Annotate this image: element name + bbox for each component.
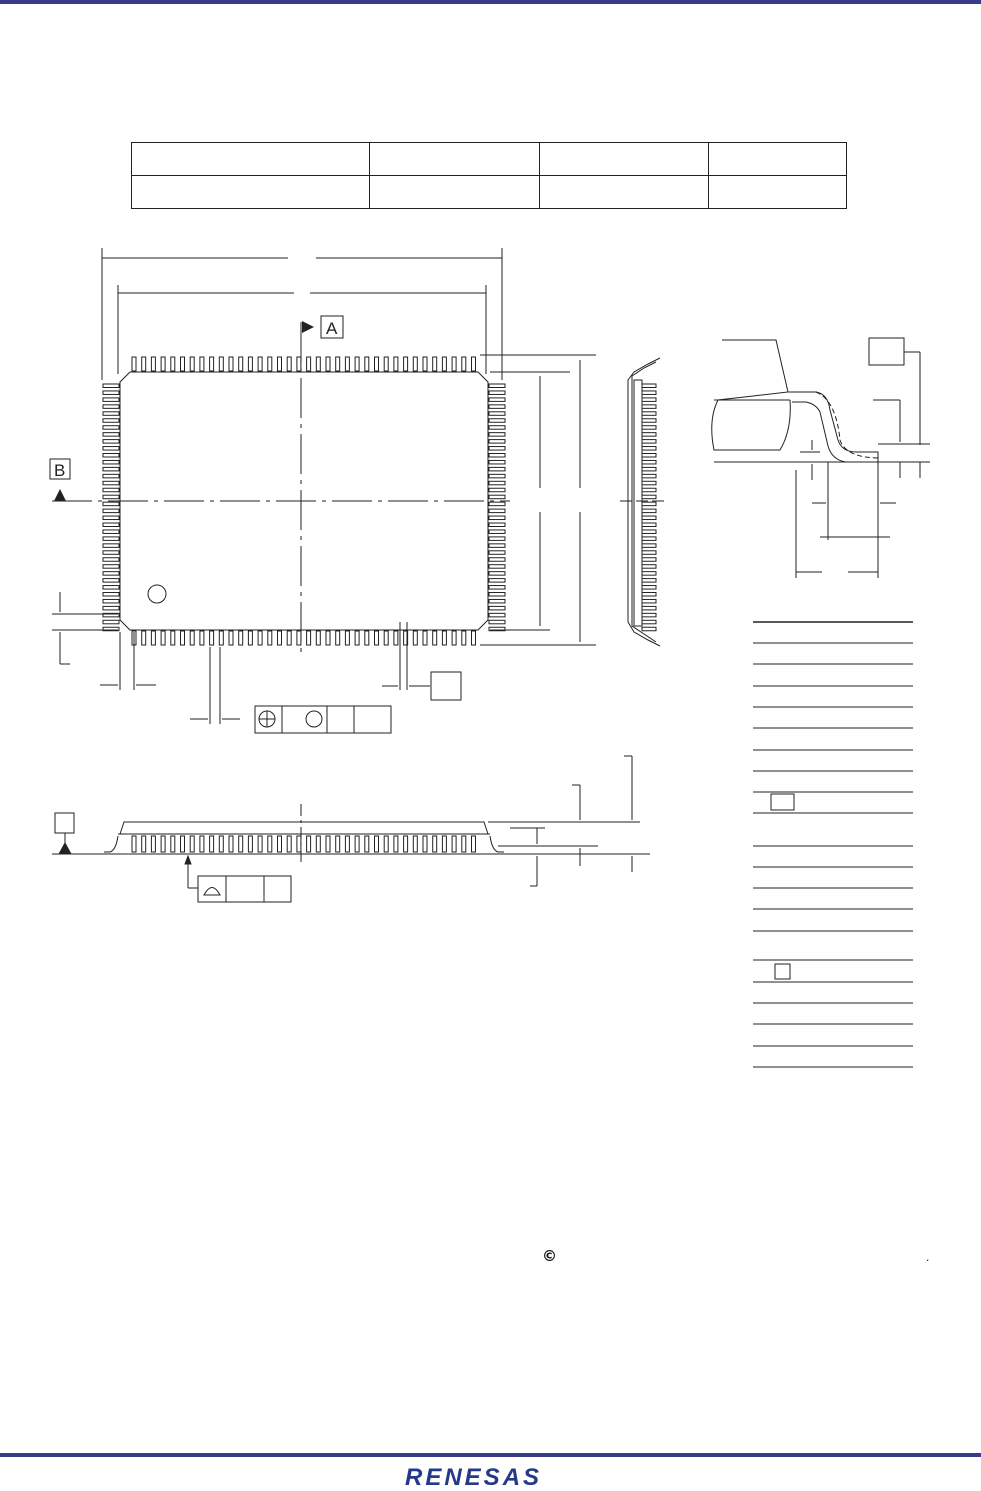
pin	[489, 558, 505, 562]
pin	[103, 551, 119, 555]
pin	[642, 516, 656, 520]
pin	[489, 613, 505, 617]
renesas-logo	[403, 1463, 577, 1489]
pin	[394, 631, 398, 645]
pin	[489, 474, 505, 478]
pin	[103, 391, 119, 395]
pin	[489, 523, 505, 527]
pin	[190, 631, 194, 645]
trailing-period: .	[926, 1250, 930, 1264]
pin	[489, 488, 505, 492]
pin	[423, 357, 427, 371]
pin	[404, 836, 408, 852]
pin	[642, 613, 656, 617]
pin	[642, 593, 656, 597]
pin	[489, 579, 505, 583]
coplanarity-frame	[198, 876, 291, 902]
datum-b-marker	[50, 459, 70, 501]
pin	[472, 836, 476, 852]
pin	[219, 836, 223, 852]
pin	[433, 836, 437, 852]
pin	[181, 357, 185, 371]
pin	[433, 631, 437, 645]
pin	[489, 467, 505, 471]
pin	[462, 357, 466, 371]
pin	[103, 495, 119, 499]
pin	[297, 357, 301, 371]
pin	[442, 836, 446, 852]
pin	[103, 606, 119, 610]
pin	[132, 357, 136, 371]
pin	[103, 412, 119, 416]
pin	[307, 631, 311, 645]
pin	[326, 357, 330, 371]
pin	[200, 357, 204, 371]
pin	[287, 631, 291, 645]
pin	[161, 836, 165, 852]
pin	[103, 481, 119, 485]
pin	[200, 836, 204, 852]
pin	[442, 357, 446, 371]
pin	[171, 631, 175, 645]
pin	[210, 836, 214, 852]
datum-box-row	[775, 964, 790, 979]
pin	[239, 357, 243, 371]
pin	[489, 502, 505, 506]
pin	[103, 502, 119, 506]
pin	[642, 579, 656, 583]
pin	[210, 357, 214, 371]
pin	[200, 631, 204, 645]
pin	[462, 631, 466, 645]
pin	[642, 495, 656, 499]
pin	[103, 467, 119, 471]
pin	[384, 836, 388, 852]
pin	[190, 836, 194, 852]
pin	[384, 631, 388, 645]
pin	[103, 565, 119, 569]
pin	[394, 357, 398, 371]
pin	[375, 836, 379, 852]
pin	[103, 454, 119, 458]
pin	[404, 357, 408, 371]
pin	[642, 627, 656, 631]
pin	[316, 836, 320, 852]
pin	[248, 357, 252, 371]
pin	[103, 530, 119, 534]
pin	[268, 836, 272, 852]
pin	[642, 440, 656, 444]
pin	[489, 426, 505, 430]
pin	[642, 606, 656, 610]
pin	[103, 558, 119, 562]
pin	[103, 474, 119, 478]
pin	[307, 836, 311, 852]
pin	[642, 572, 656, 576]
profile-icon	[204, 888, 220, 896]
datum-box-row	[771, 794, 794, 810]
pin	[642, 433, 656, 437]
pin	[258, 836, 262, 852]
pin	[151, 836, 155, 852]
pin	[229, 836, 233, 852]
pin	[103, 488, 119, 492]
datum-box-unlabeled	[431, 672, 461, 700]
mmc-circle-icon	[306, 711, 322, 727]
pin	[642, 419, 656, 423]
pin	[472, 631, 476, 645]
datum-b-label: B	[54, 461, 66, 480]
pin	[258, 631, 262, 645]
side-view-right	[620, 358, 668, 646]
pin	[452, 631, 456, 645]
pin	[219, 631, 223, 645]
pin	[642, 544, 656, 548]
pin	[151, 631, 155, 645]
pin	[642, 620, 656, 624]
datum-a-label: A	[326, 319, 338, 338]
pin	[316, 357, 320, 371]
pin	[489, 440, 505, 444]
pin	[103, 419, 119, 423]
pin	[489, 620, 505, 624]
pin	[103, 384, 119, 388]
pin	[642, 454, 656, 458]
pin	[326, 631, 330, 645]
pin	[489, 606, 505, 610]
pin	[278, 357, 282, 371]
pin	[489, 391, 505, 395]
pin	[142, 357, 146, 371]
renesas-logo-text: RENESAS	[405, 1464, 543, 1489]
pin	[210, 631, 214, 645]
pin	[394, 836, 398, 852]
pin	[642, 488, 656, 492]
datum-a-marker	[302, 316, 343, 338]
pin	[642, 530, 656, 534]
pin	[489, 572, 505, 576]
dimension-table	[753, 622, 913, 1067]
front-view	[52, 756, 650, 902]
pin1-mark	[148, 585, 166, 603]
pin	[375, 357, 379, 371]
pin	[326, 836, 330, 852]
pin	[287, 836, 291, 852]
pin	[103, 405, 119, 409]
pin	[316, 631, 320, 645]
pin	[489, 586, 505, 590]
pin	[103, 426, 119, 430]
lead-detail-view	[712, 338, 930, 578]
pins-side	[642, 384, 656, 631]
pin	[355, 631, 359, 645]
pin	[103, 537, 119, 541]
pin	[489, 593, 505, 597]
pin	[472, 357, 476, 371]
pin	[103, 516, 119, 520]
pin	[489, 495, 505, 499]
pin	[248, 631, 252, 645]
pin	[142, 836, 146, 852]
pin	[103, 599, 119, 603]
pin	[151, 357, 155, 371]
pin	[642, 467, 656, 471]
pin	[642, 481, 656, 485]
pin	[355, 836, 359, 852]
pins-front	[132, 836, 476, 852]
pin	[161, 631, 165, 645]
pin	[365, 357, 369, 371]
pins-right	[489, 384, 505, 631]
pin	[489, 537, 505, 541]
pin	[171, 357, 175, 371]
pin	[103, 433, 119, 437]
pin	[489, 447, 505, 451]
pin	[489, 516, 505, 520]
pin	[103, 544, 119, 548]
datum-box-detail	[869, 338, 904, 365]
pin	[355, 357, 359, 371]
pin	[642, 474, 656, 478]
pins-bottom	[132, 631, 476, 645]
pin	[103, 593, 119, 597]
pin	[142, 631, 146, 645]
pin	[642, 565, 656, 569]
pin	[365, 631, 369, 645]
pin	[423, 631, 427, 645]
pin	[258, 357, 262, 371]
pin	[642, 405, 656, 409]
top-view	[52, 248, 596, 733]
pin	[268, 357, 272, 371]
pin	[103, 398, 119, 402]
pin	[642, 509, 656, 512]
pin	[423, 836, 427, 852]
pin	[642, 412, 656, 416]
pin	[442, 631, 446, 645]
pin	[642, 558, 656, 562]
pin	[103, 579, 119, 583]
pin	[268, 631, 272, 645]
pin	[489, 398, 505, 402]
pin	[433, 357, 437, 371]
pin	[413, 836, 417, 852]
pin	[642, 426, 656, 430]
pin	[103, 440, 119, 444]
pin	[642, 599, 656, 603]
pin	[489, 565, 505, 569]
bottom-rule	[0, 1453, 981, 1457]
pin	[642, 398, 656, 402]
pin	[489, 544, 505, 548]
copyright-symbol: ©	[542, 1247, 557, 1265]
pin	[297, 836, 301, 852]
pin	[278, 631, 282, 645]
pin	[278, 836, 282, 852]
pin	[489, 551, 505, 555]
pin	[307, 357, 311, 371]
pin	[345, 357, 349, 371]
datum-box-front	[55, 813, 74, 833]
pin	[287, 357, 291, 371]
pin	[642, 537, 656, 541]
pin	[642, 384, 656, 388]
pin	[642, 551, 656, 555]
pin	[171, 836, 175, 852]
pin	[642, 447, 656, 451]
pin	[489, 412, 505, 416]
pin	[161, 357, 165, 371]
pin	[413, 631, 417, 645]
pin	[103, 460, 119, 464]
pin	[462, 836, 466, 852]
pin	[297, 631, 301, 645]
pin	[229, 357, 233, 371]
pin	[489, 481, 505, 485]
pin	[336, 357, 340, 371]
pin	[239, 836, 243, 852]
pin	[642, 502, 656, 506]
pin	[489, 460, 505, 464]
pin	[489, 419, 505, 423]
pin	[642, 586, 656, 590]
pin	[103, 586, 119, 590]
pin	[103, 509, 119, 512]
pin	[489, 405, 505, 409]
pin	[132, 836, 136, 852]
pins-left	[103, 384, 119, 631]
pin	[452, 836, 456, 852]
pin	[229, 631, 233, 645]
pin	[336, 836, 340, 852]
pin	[489, 530, 505, 534]
pin	[103, 572, 119, 576]
pins-top	[132, 357, 476, 371]
pin	[365, 836, 369, 852]
pin	[345, 836, 349, 852]
pin	[642, 391, 656, 395]
pin	[642, 523, 656, 527]
pin	[103, 447, 119, 451]
pin	[413, 357, 417, 371]
pin	[489, 599, 505, 603]
pin	[181, 631, 185, 645]
pin	[248, 836, 252, 852]
pin	[489, 509, 505, 512]
pin	[219, 357, 223, 371]
pin	[103, 523, 119, 527]
pin	[452, 357, 456, 371]
pin	[181, 836, 185, 852]
pin	[384, 357, 388, 371]
pin	[489, 384, 505, 388]
pin	[489, 433, 505, 437]
pin	[103, 620, 119, 624]
pin	[345, 631, 349, 645]
pin	[190, 357, 194, 371]
pin	[642, 460, 656, 464]
pin	[489, 454, 505, 458]
pin	[375, 631, 379, 645]
pin	[239, 631, 243, 645]
pin	[336, 631, 340, 645]
